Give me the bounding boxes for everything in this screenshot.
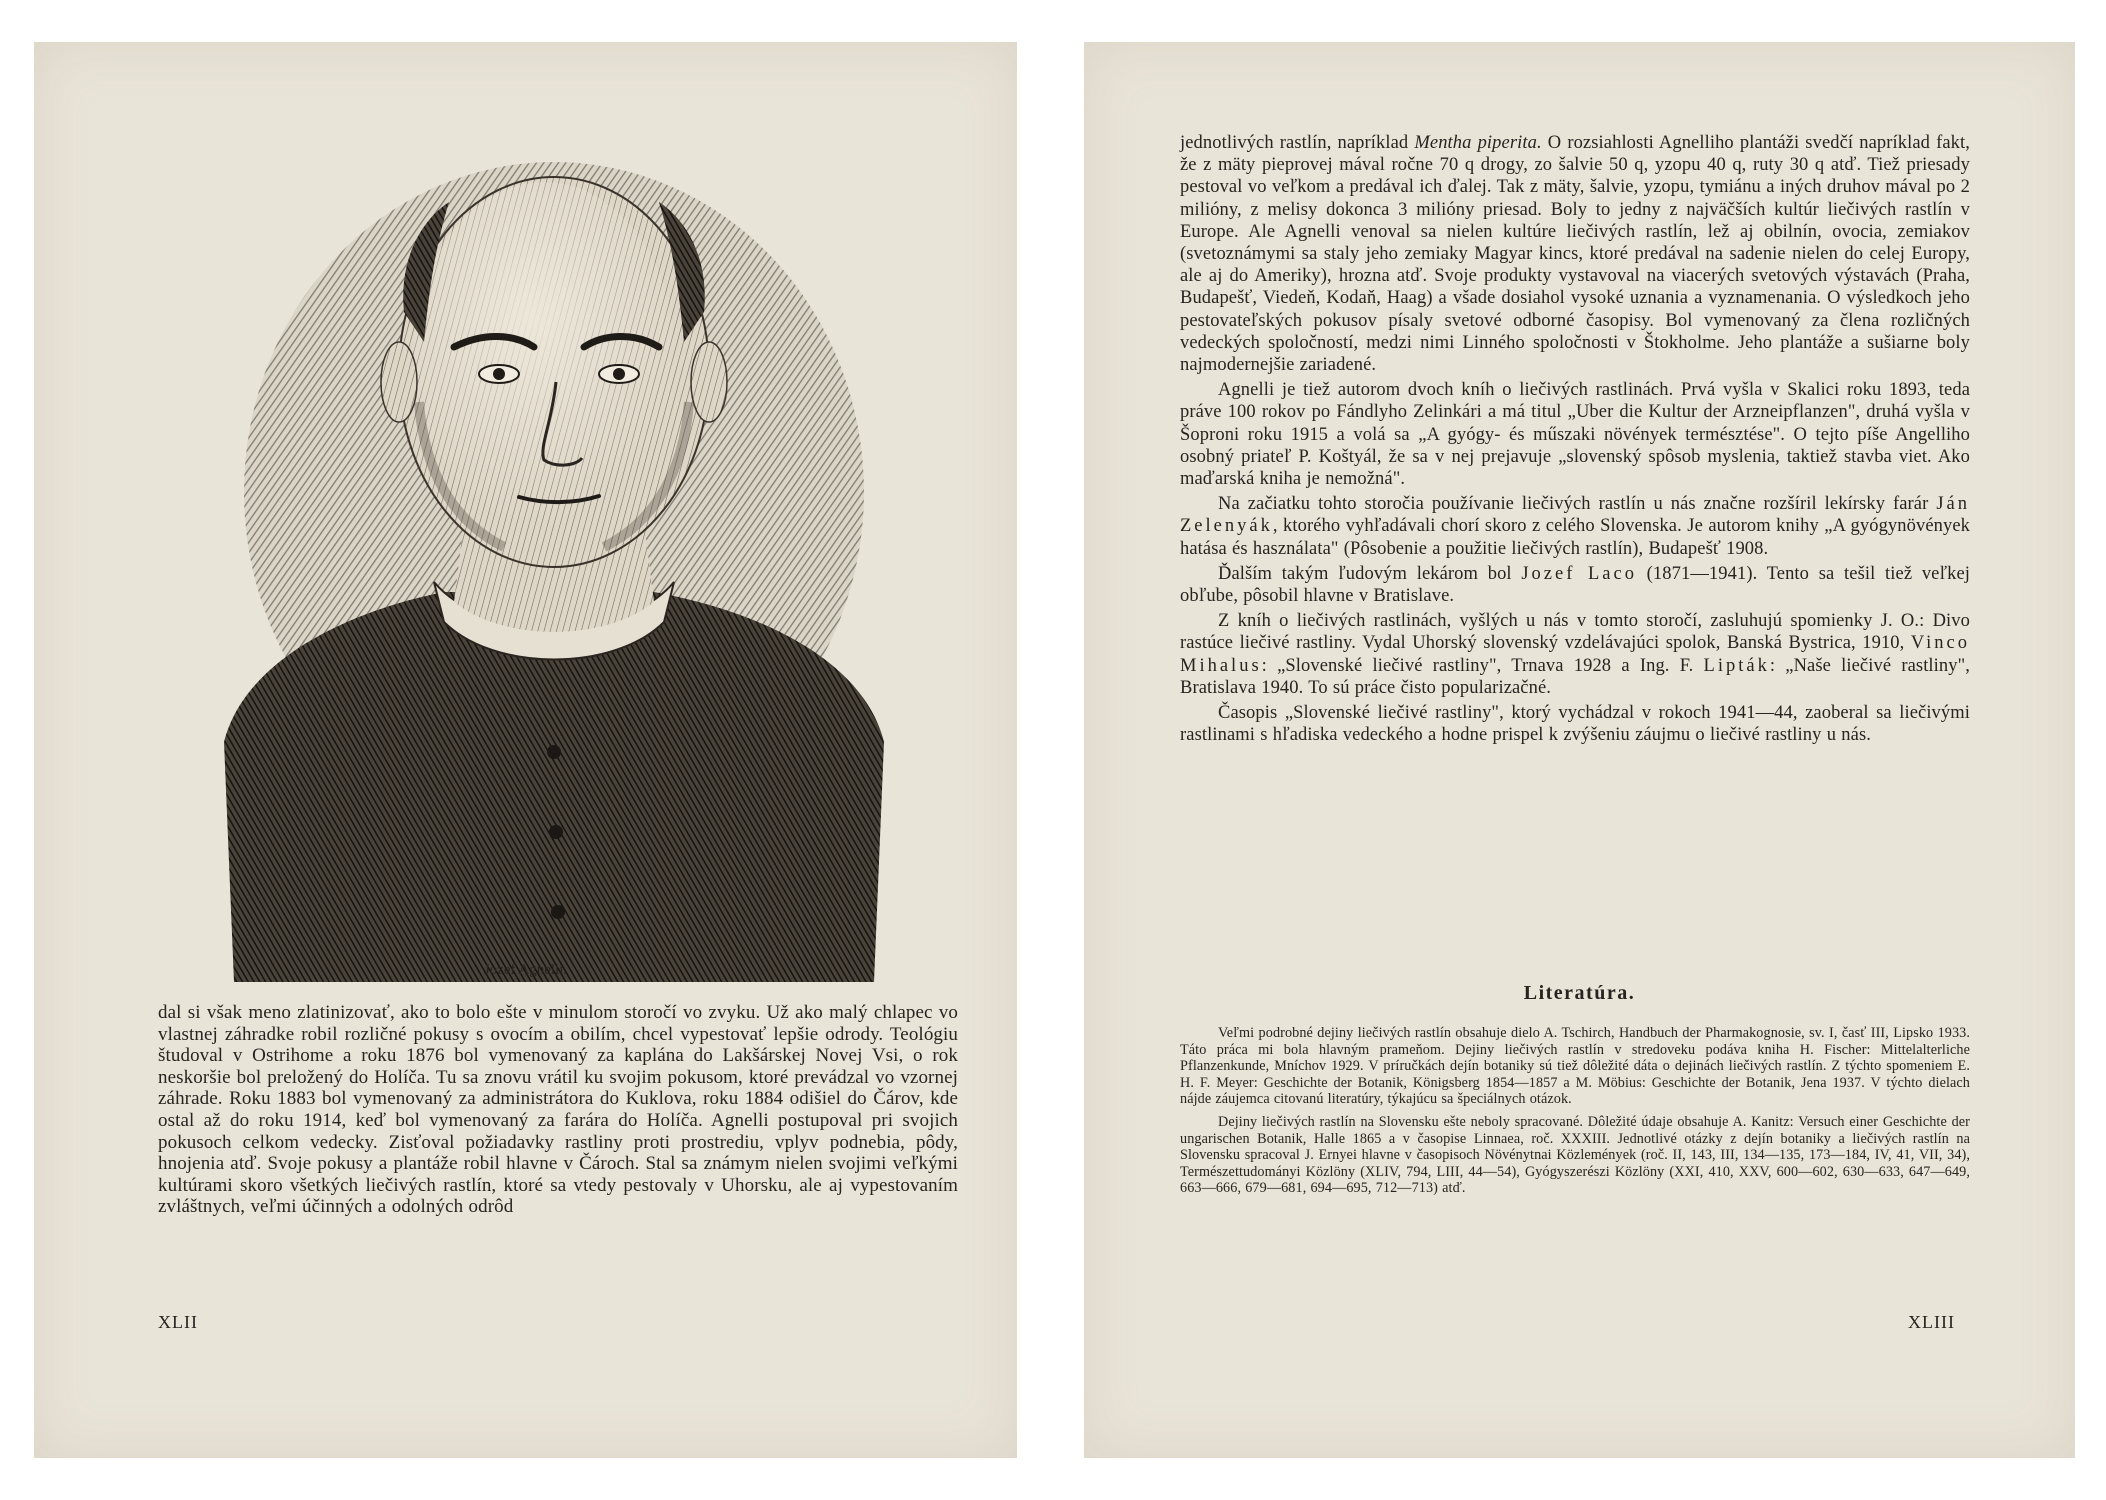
literature-paragraph-1: Veľmi podrobné dejiny liečivých rastlín obsahuje dielo A. Tschirch, Handbuch der Pharmakognosie, sv. I, časť III, Lipsko 1933. Táto práca mi bola hlavným prameňom. Dejiny liečivých rastlín v stredoveku podáva kniha H. Fischer: Mittelalterliche Pflanzenkunde, Mníchov 1929. V príručkách dejín botaniky sú tiež dôležité dáta o dejinách liečivých rastlín. Z týchto spomeniem E. H. F. Meyer: Geschichte der Botanik, Königsberg 1854—1857 a M. Möbius: Geschichte der Botanik, Jena 1937. V týchto dielach nájde záujemca citovanú literatúry, týkajúcu sa špeciálnych otázok. (1180, 1025, 1970, 1108)
literature-heading: Literatúra. (1523, 982, 1636, 1004)
literature-paragraph-2: Dejiny liečivých rastlín na Slovensku ešte neboly spracované. Dôležité údaje obsahuje A. Kanitz: Versuch einer Geschichte der ungarischen Botanik, Halle 1865 a v časopise Linnaea, roč. XXXIII. Jednotlivé otázky z dejín botaniky a liečivých rastlín na Slovensku spracoval J. Ernyei hlavne v časopisoch Növénytnai Közlemények (roč. II, 143, III, 134—135, 173—184, IV, 41, VII, 34), Természettudományi Közlöny (XLIV, 794, LIII, 44—54), Gyógyszerészi Közlöny (XXI, 410, XXV, 600—602, 630—633, 647—649, 663—666, 679—681, 694—695, 712—713) atď. (1180, 1113, 1970, 1197)
paragraph-3: Na začiatku tohto storočia používanie liečivých rastlín u nás značne rozšíril lekírsky farár Ján Zelenyák, ktorého vyhľadávali chorí skoro z celého Slovenska. Je autorom knihy „A gyógynövények hatása és használata" (Pôsobenie a použitie liečivých rastlín), Budapešť 1908. (1180, 494, 1970, 559)
page-number-left: XLII (158, 1312, 198, 1332)
right-page (1084, 42, 2075, 1458)
portrait-caption: Jozef Agnelli. (483, 962, 568, 978)
right-body-text (1180, 132, 1970, 746)
portrait-engraving (184, 142, 924, 982)
paragraph-1: jednotlivých rastlín, napríklad Mentha piperita. O rozsiahlosti Agnelliho plantáži svedčí napríklad fakt, že z mäty pieprovej mával ročne 70 q drogy, zo šalvie 50 q, yzopu 40 q, ruty 30 q atď. Tiež priesady pestoval vo veľkom a predával ich ďalej. Tak z mäty, šalvie, yzopu, tymiánu a iných druhov mával po 2 milióny, z melisy dokonca 3 milióny priesad. Boly to jedny z najväčších kultúr liečivých rastlín v Europe. Ale Agnelli venoval sa nielen kultúre liečivých rastlín, lež aj obilnín, ovocia, zemiakov (svetoznámymi sa staly jeho zemiaky Magyar kincs, ktoré predával na sadenie nielen do celej Europy, ale aj do Ameriky), hrozna atď. Svoje produkty vystavoval na viacerých svetových výstavách (Praha, Budapešť, Viedeň, Kodaň, Haag) a všade dosiahol vysoké uznania a vyznamenania. O výsledkoch jeho pestovateľských pokusov písaly svetové odborné časopisy. Bol vymenovaný za člena rozličných vedeckých spoločností, medzi nimi Linného spoločnosti v Štokholme. Jeho plantáže a sušiarne boly najmodernejšie zariadené. (1180, 133, 1970, 376)
left-body-text (158, 1002, 958, 1218)
paragraph-4: Ďalším takým ľudovým lekárom bol Jozef Laco (1871—1941). Tento sa tešil tiež veľkej obľube, pôsobil hlavne v Bratislave. (1180, 563, 1971, 607)
paragraph-5: Z kníh o liečivých rastlinách, vyšlých u nás v tomto storočí, zasluhujú spomienky J. O.: Divo rastúce liečivé rastliny. Vydal Uhorský slovenský vzdelávajúci spolok, Banská Bystrica, 1910, Vinco Mihalus: „Slovenské liečivé rastliny", Trnava 1928 a Ing. F. Lipták: „Naše liečivé rastliny", Bratislava 1940. To sú práce čisto popularizačné. (1180, 611, 1970, 698)
paragraph-2: Agnelli je tiež autorom dvoch kníh o liečivých rastlinách. Prvá vyšla v Skalici roku 1893, teda práve 100 rokov po Fándlyho Zelinkári a má titul „Uber die Kultur der Arzneipflanzen", druhá vyšla v Šoproni roku 1915 a volá sa „A gyógy- és műszaki növények természtése". O tejto píše Angelliho osobný priateľ P. Koštyál, že sa v nej prejavuje „slovenský spôsob myslenia, taktiež stavba viet. Ako maďarská kniha je nemožná". (1180, 380, 1970, 490)
left-page (34, 42, 1017, 1458)
left-paragraph: dal si však meno zlatinizovať, ako to bolo ešte v minulom storočí vo zvyku. Už ako malý chlapec vo vlastnej záhradke robil rozličné pokusy s ovocím a obilím, chcel vypestovať lepšie odrody. Teológiu študoval v Ostrihome a roku 1876 bol vymenovaný za kaplána do Lakšárskej Novej Vsi, o rok neskoršie bol preložený do Holíča. Tu sa znovu vrátil ku svojim pokusom, ktoré prevádzal vo vzornej záhrade. Roku 1883 bol vymenovaný za administrátora do Kuklova, roku 1884 odišiel do Čárov, kde ostal až do roku 1914, keď bol vymenovaný za farára do Holíča. Agnelli postupoval pri svojich pokusoch celkom vedecky. Zisťoval požiadavky rastliny proti prostrediu, vplyv podnebia, pôdy, hnojenia atď. Svoje pokusy a plantáže robil hlavne v Čároch. Stal sa známym nielen svojimi veľkými kultúrami skoro všetkých liečivých rastlín, ktoré sa vtedy pestovaly v Uhorsku, ale aj vypestovaním zvláštnych, veľmi účinných a odolných odrôd (158, 1002, 958, 1218)
page-number-right: XLIII (1908, 1312, 1955, 1332)
literature-text (1180, 1025, 1970, 1197)
paragraph-6: Časopis „Slovenské liečivé rastliny", ktorý vychádzal v rokoch 1941—44, zaoberal sa liečivými rastlinami s hľadiska vedeckého a hodne prispel k zvýšeniu záujmu o liečivé rastliny u nás. (1180, 703, 1970, 746)
